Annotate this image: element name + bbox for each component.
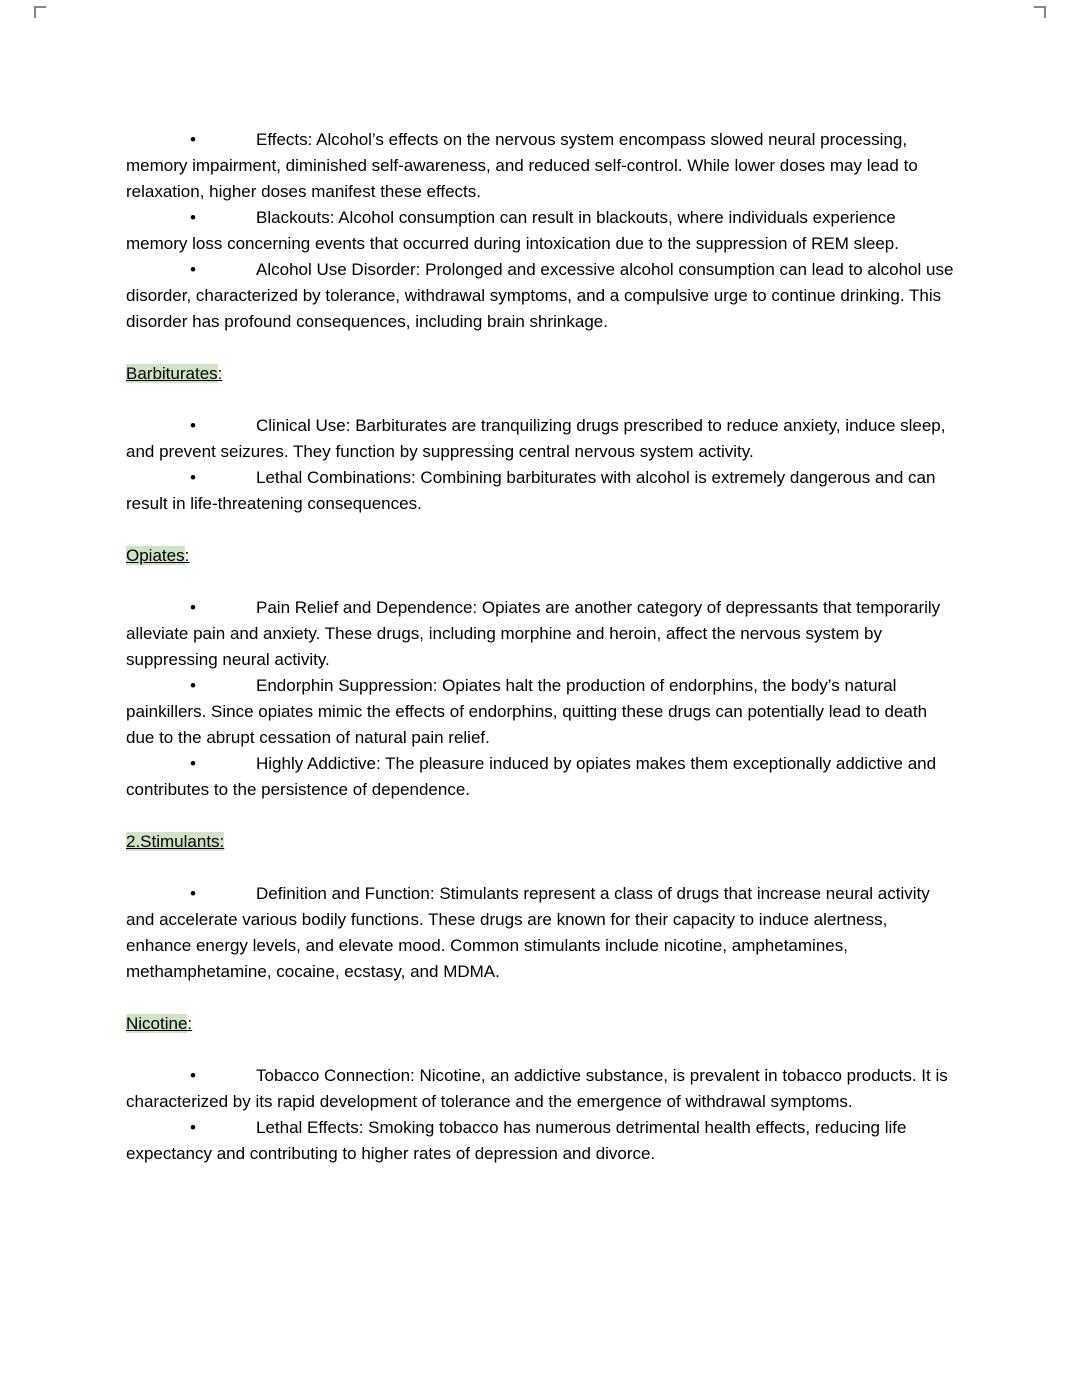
bullet-text: Blackouts: Alcohol consumption can result in blackouts, where individuals experience memory loss concerning events that occurred during intoxication due to the suppression of REM sleep. bbox=[126, 208, 899, 253]
bullet-item bbox=[126, 1063, 954, 1115]
bullet-text: Definition and Function: Stimulants represent a class of drugs that increase neural activity and accelerate various bodily functions. These drugs are known for their capacity to induce alertness, enhance energy levels, and elevate mood. Common stimulants include nicotine, amphetamines, methamphetamine, cocaine, ecstasy, and MDMA. bbox=[126, 884, 930, 981]
section-heading-suffix: : bbox=[184, 546, 190, 565]
section-heading-highlight: Barbiturates bbox=[126, 364, 218, 383]
bullet-marker-icon: • bbox=[190, 676, 196, 695]
page-margin-corner-left bbox=[34, 6, 46, 18]
bullet-marker-icon: • bbox=[190, 208, 196, 227]
bullet-item bbox=[126, 673, 954, 751]
page-margin-corner-right bbox=[1034, 6, 1046, 18]
section-heading bbox=[126, 829, 954, 855]
bullet-marker-icon: • bbox=[190, 754, 196, 773]
section-heading bbox=[126, 1011, 954, 1037]
bullet-marker-icon: • bbox=[190, 1066, 196, 1085]
bullet-marker-icon: • bbox=[190, 884, 196, 903]
bullet-item bbox=[126, 205, 954, 257]
bullet-marker-icon: • bbox=[190, 130, 196, 149]
bullet-text: Lethal Effects: Smoking tobacco has numerous detrimental health effects, reducing life expectancy and contributing to higher rates of depression and divorce. bbox=[126, 1118, 907, 1163]
bullet-text: Tobacco Connection: Nicotine, an addictive substance, is prevalent in tobacco products. It is characterized by its rapid development of tolerance and the emergence of withdrawal symptoms. bbox=[126, 1066, 948, 1111]
section-heading-highlight: Nicotine bbox=[126, 1014, 188, 1033]
bullet-text: Pain Relief and Dependence: Opiates are another category of depressants that temporarily alleviate pain and anxiety. These drugs, including morphine and heroin, affect the nervous system by suppressing neural activity. bbox=[126, 598, 941, 669]
bullet-marker-icon: • bbox=[190, 416, 196, 435]
document-content bbox=[126, 127, 954, 1167]
section-heading-suffix: : bbox=[187, 1014, 193, 1033]
bullet-item bbox=[126, 881, 954, 985]
section-heading-underline bbox=[126, 1014, 192, 1033]
section-heading-highlight: 2.Stimulants: bbox=[126, 832, 225, 851]
bullet-item bbox=[126, 127, 954, 205]
bullet-text: Highly Addictive: The pleasure induced by opiates makes them exceptionally addictive and contributes to the persistence of dependence. bbox=[126, 754, 937, 799]
bullet-text: Lethal Combinations: Combining barbiturates with alcohol is extremely dangerous and can result in life-threatening consequences. bbox=[126, 468, 936, 513]
section-heading-underline bbox=[126, 832, 224, 851]
section-heading-highlight: Opiates bbox=[126, 546, 185, 565]
bullet-item bbox=[126, 751, 954, 803]
section-heading-suffix: : bbox=[217, 364, 223, 383]
bullet-text: Clinical Use: Barbiturates are tranquilizing drugs prescribed to reduce anxiety, induce sleep, and prevent seizures. They function by suppressing central nervous system activity. bbox=[126, 416, 946, 461]
bullet-text: Endorphin Suppression: Opiates halt the production of endorphins, the body’s natural painkillers. Since opiates mimic the effects of endorphins, quitting these drugs can potentially lead to death due to the abrupt cessation of natural pain relief. bbox=[126, 676, 928, 747]
bullet-item bbox=[126, 1115, 954, 1167]
bullet-item bbox=[126, 595, 954, 673]
section-heading bbox=[126, 543, 954, 569]
bullet-item bbox=[126, 257, 954, 335]
section-heading-underline bbox=[126, 364, 222, 383]
bullet-marker-icon: • bbox=[190, 1118, 196, 1137]
bullet-item bbox=[126, 413, 954, 465]
bullet-text: Effects: Alcohol’s effects on the nervous system encompass slowed neural processing, memory impairment, diminished self-awareness, and reduced self-control. While lower doses may lead to relaxation, higher doses manifest these effects. bbox=[126, 130, 918, 201]
section-heading bbox=[126, 361, 954, 387]
bullet-text: Alcohol Use Disorder: Prolonged and excessive alcohol consumption can lead to alcohol use disorder, characterized by tolerance, withdrawal symptoms, and a compulsive urge to continue drinking. This disorder has profound consequences, including brain shrinkage. bbox=[126, 260, 954, 331]
bullet-marker-icon: • bbox=[190, 260, 196, 279]
bullet-marker-icon: • bbox=[190, 468, 196, 487]
bullet-marker-icon: • bbox=[190, 598, 196, 617]
bullet-item bbox=[126, 465, 954, 517]
section-heading-underline bbox=[126, 546, 189, 565]
